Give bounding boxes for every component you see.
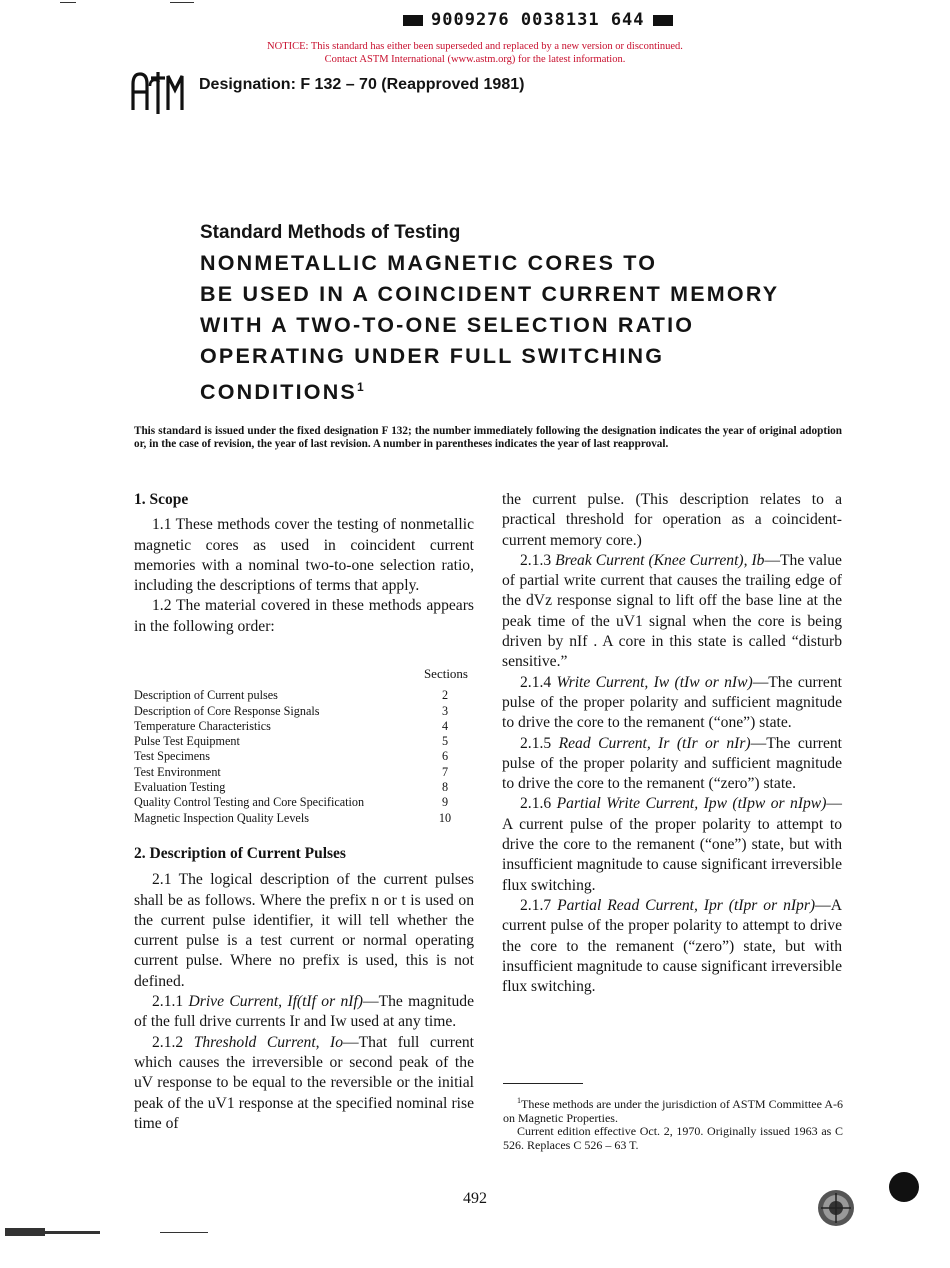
paragraph-2-1-2: 2.1.2 Threshold Current, Io—That full current which causes the irreversible or second peak of the uV response to be equal to the reversible or the initial peak of the uV1 response at the specified nominal rise time of	[134, 1033, 475, 1132]
footnote-mark: 1	[517, 1096, 521, 1105]
barcode-block-right	[653, 15, 673, 26]
astm-logo-icon	[130, 66, 186, 116]
paragraph-2-1-4: 2.1.4 Write Current, Iw (tIw or nIw)—The current pulse of the proper polarity and sufficient magnitude to drive the core to the remanent (“one”) state.	[502, 673, 842, 732]
title-footnote-mark: 1	[356, 380, 364, 394]
footnote-rule	[503, 1083, 583, 1084]
title-line: WITH A TWO-TO-ONE SELECTION RATIO	[200, 313, 695, 337]
paragraph-1-2: 1.2 The material covered in these methods appears in the following order:	[134, 597, 474, 635]
toc-row: Test Environment 7	[134, 764, 449, 779]
toc-row: Quality Control Testing and Core Specification 9	[134, 795, 449, 810]
scan-artifact	[5, 1228, 45, 1236]
toc-row: Pulse Test Equipment 5	[134, 734, 449, 749]
scan-artifact	[45, 1231, 100, 1234]
seal-icon	[815, 1187, 857, 1229]
section-heading-current-pulses: 2. Description of Current Pulses	[134, 845, 346, 862]
barcode-block-left	[403, 15, 423, 26]
title-line: CONDITIONS	[200, 380, 357, 405]
designation: Designation: F 132 – 70 (Reapproved 1981)	[199, 76, 525, 93]
paragraph-2-1-2-continued: the current pulse. (This description relates to a practical threshold for operation as a coincident-current memory core.)	[502, 491, 842, 549]
barcode-code-mid: 0038131	[520, 10, 600, 30]
scan-artifact	[160, 1232, 208, 1233]
footnote-line-1: These methods are under the jurisdiction of ASTM Committee A-6 on Magnetic Properties.	[503, 1097, 843, 1125]
document-barcode	[395, 10, 681, 30]
paragraph-2-1-7: 2.1.7 Partial Read Current, Ipr (tIpr or nIpr)—A current pulse of the proper polarity to attempt to drive the core to the remanent (“zero”) state, but with insufficient magnitude to cause significant irreversible flux switching.	[502, 896, 842, 996]
issued-note: This standard is issued under the fixed designation F 132; the number immediately following the designation indicates the year of original adoption or, in the case of revision, the year of last revision. A number in parentheses indicates the year of last reapproval.	[134, 425, 842, 450]
toc-row: Description of Core Response Signals 3	[134, 703, 449, 718]
paragraph-2-1-6: 2.1.6 Partial Write Current, Ipw (tIpw or nIpw)—A current pulse of the proper polarity to attempt to drive the core to the remanent (“one”) state, but with insufficient magnitude to cause significant irreversible flux switching.	[502, 795, 842, 894]
barcode-code-left: 9009276	[431, 10, 510, 30]
title-line: BE USED IN A COINCIDENT CURRENT MEMORY	[200, 282, 780, 306]
scan-artifact	[170, 2, 194, 3]
punch-hole-dot	[889, 1172, 919, 1202]
section-heading-scope: 1. Scope	[134, 491, 189, 508]
title-line: OPERATING UNDER FULL SWITCHING	[200, 344, 665, 368]
right-column	[502, 490, 842, 997]
paragraph-2-1: 2.1 The logical description of the current pulses shall be as follows. Where the prefix n or t is used on the current pulse identifier, it will tell whether the current pulse is a test current or normal operating current pulse. Where no prefix is used, this is not defined.	[134, 871, 474, 990]
scan-artifact	[60, 2, 76, 3]
title-line: NONMETALLIC MAGNETIC CORES TO	[200, 251, 658, 275]
toc-row: Test Specimens 6	[134, 749, 449, 764]
sections-header: Sections	[423, 666, 468, 681]
toc-row: Magnetic Inspection Quality Levels 10	[134, 810, 452, 825]
notice-line-1: NOTICE: This standard has either been superseded and replaced by a new version or discontinued.	[267, 41, 683, 52]
paragraph-2-1-1: 2.1.1 Drive Current, If(tIf or nIf)—The magnitude of the full drive currents Ir and Iw used at any time.	[134, 993, 474, 1031]
document-kicker: Standard Methods of Testing	[200, 222, 461, 243]
footnote-line-2: Current edition effective Oct. 2, 1970. Originally issued 1963 as C 526. Replaces C 526 – 63 T.	[503, 1124, 843, 1152]
toc-row: Temperature Characteristics 4	[134, 718, 449, 733]
paragraph-2-1-3: 2.1.3 Break Current (Knee Current), Ib—The value of partial write current that causes the trailing edge of the dVz response signal to lift off the base line at the peak time of the uV1 signal when the core is being driven by nIf . A core in this state is called “disturb sensitive.”	[502, 551, 842, 671]
toc-row: Evaluation Testing 8	[134, 780, 449, 795]
paragraph-1-1: 1.1 These methods cover the testing of nonmetallic magnetic cores as used in coincident current memories with a nominal two-to-one selection ratio, including the descriptions of terms that apply.	[134, 516, 474, 595]
page-number: 492	[463, 1190, 487, 1207]
notice-line-2: Contact ASTM International (www.astm.org) for the latest information.	[324, 54, 626, 65]
paragraph-2-1-5: 2.1.5 Read Current, Ir (tIr or nIr)—The current pulse of the proper polarity and sufficient magnitude to drive the core to the remanent (“zero”) state.	[502, 734, 842, 793]
document-title	[200, 248, 860, 408]
left-column	[134, 490, 474, 637]
notice	[0, 40, 950, 66]
toc-row: Description of Current pulses 2	[134, 688, 449, 703]
footnote	[503, 1094, 843, 1152]
sections-table	[134, 666, 468, 826]
left-column-lower	[134, 844, 474, 1134]
barcode-code-right: 644	[610, 10, 645, 30]
